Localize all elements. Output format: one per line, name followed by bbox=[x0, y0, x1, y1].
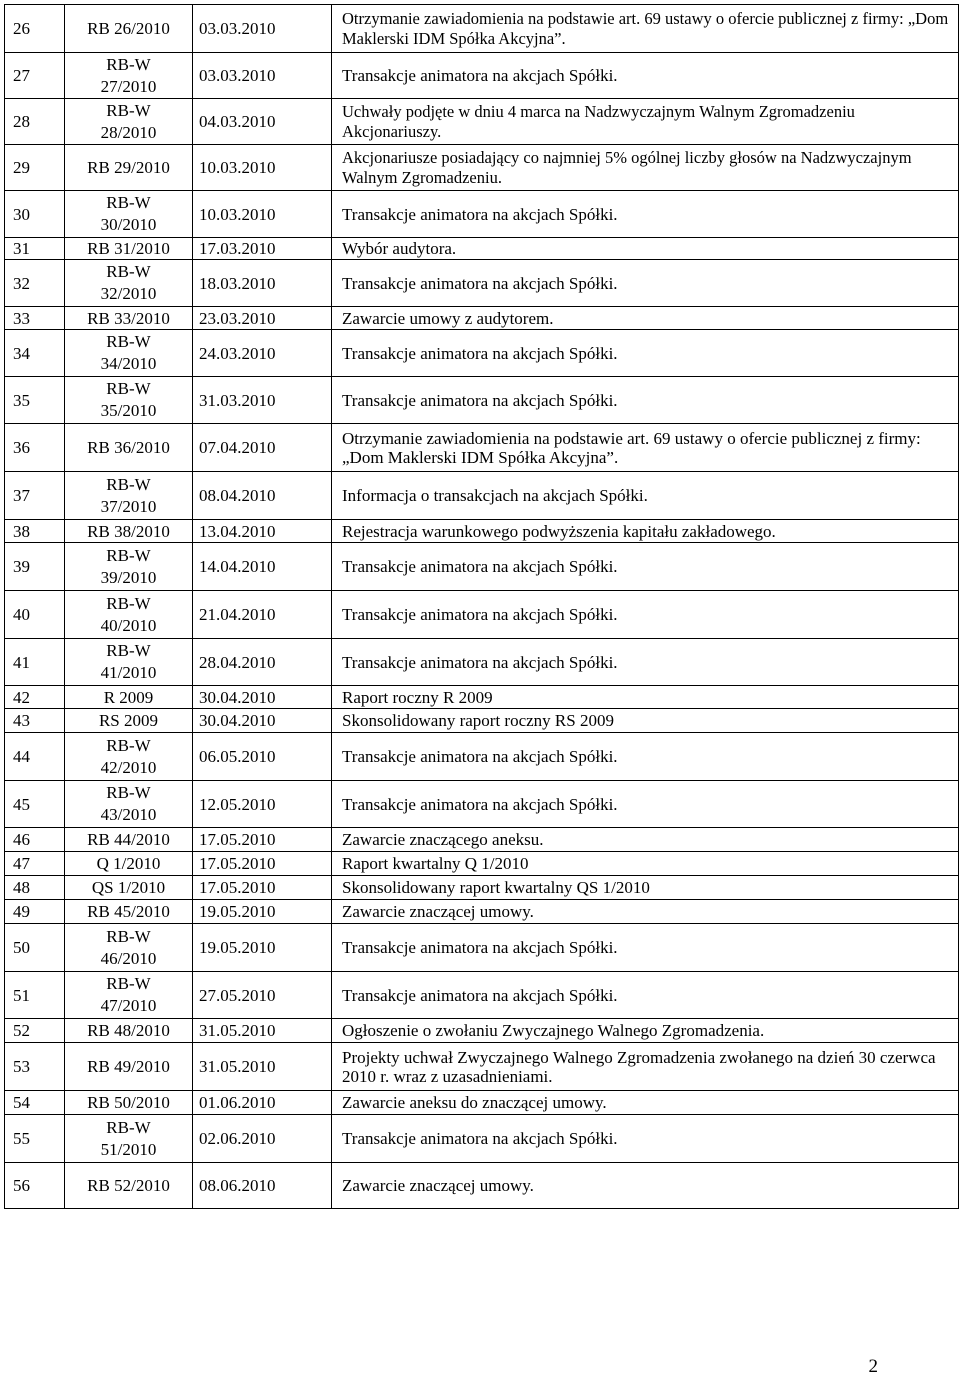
table-row bbox=[5, 472, 959, 520]
report-id: RS 2009 bbox=[65, 709, 193, 733]
report-description: Transakcje animatora na akcjach Spółki. bbox=[332, 330, 959, 377]
report-id: RB-W 28/2010 bbox=[65, 99, 193, 145]
report-id: RB-W 46/2010 bbox=[65, 924, 193, 972]
row-number: 49 bbox=[5, 900, 65, 924]
report-description: Transakcje animatora na akcjach Spółki. bbox=[332, 972, 959, 1019]
table-row bbox=[5, 900, 959, 924]
report-description: Zawarcie aneksu do znaczącej umowy. bbox=[332, 1091, 959, 1115]
report-description: Skonsolidowany raport kwartalny QS 1/2010 bbox=[332, 876, 959, 900]
table-row bbox=[5, 424, 959, 472]
report-id: Q 1/2010 bbox=[65, 852, 193, 876]
row-number: 53 bbox=[5, 1043, 65, 1091]
report-id: QS 1/2010 bbox=[65, 876, 193, 900]
report-date: 19.05.2010 bbox=[193, 924, 332, 972]
report-id: RB-W 27/2010 bbox=[65, 53, 193, 99]
report-id: RB-W 47/2010 bbox=[65, 972, 193, 1019]
table-row bbox=[5, 238, 959, 260]
table-row bbox=[5, 591, 959, 639]
report-id: RB 36/2010 bbox=[65, 424, 193, 472]
report-date: 30.04.2010 bbox=[193, 686, 332, 709]
row-number: 54 bbox=[5, 1091, 65, 1115]
report-date: 07.04.2010 bbox=[193, 424, 332, 472]
table-row bbox=[5, 828, 959, 852]
table-row bbox=[5, 686, 959, 709]
row-number: 50 bbox=[5, 924, 65, 972]
report-description: Transakcje animatora na akcjach Spółki. bbox=[332, 639, 959, 686]
table-row bbox=[5, 99, 959, 145]
report-id: RB-W 30/2010 bbox=[65, 191, 193, 238]
report-date: 12.05.2010 bbox=[193, 781, 332, 828]
row-number: 52 bbox=[5, 1019, 65, 1043]
report-description: Transakcje animatora na akcjach Spółki. bbox=[332, 53, 959, 99]
report-description: Transakcje animatora na akcjach Spółki. bbox=[332, 591, 959, 639]
table-row bbox=[5, 520, 959, 543]
report-description: Zawarcie znaczącej umowy. bbox=[332, 1163, 959, 1209]
report-id: RB 50/2010 bbox=[65, 1091, 193, 1115]
report-id: RB-W 51/2010 bbox=[65, 1115, 193, 1163]
row-number: 55 bbox=[5, 1115, 65, 1163]
table-row bbox=[5, 639, 959, 686]
report-id: RB 38/2010 bbox=[65, 520, 193, 543]
row-number: 31 bbox=[5, 238, 65, 260]
table-row bbox=[5, 145, 959, 191]
report-date: 06.05.2010 bbox=[193, 733, 332, 781]
row-number: 32 bbox=[5, 260, 65, 307]
table-row bbox=[5, 53, 959, 99]
report-description: Rejestracja warunkowego podwyższenia kapitału zakładowego. bbox=[332, 520, 959, 543]
report-date: 18.03.2010 bbox=[193, 260, 332, 307]
report-id: RB 45/2010 bbox=[65, 900, 193, 924]
report-date: 03.03.2010 bbox=[193, 53, 332, 99]
report-id: RB 49/2010 bbox=[65, 1043, 193, 1091]
row-number: 29 bbox=[5, 145, 65, 191]
report-date: 14.04.2010 bbox=[193, 543, 332, 591]
report-description: Transakcje animatora na akcjach Spółki. bbox=[332, 377, 959, 424]
row-number: 38 bbox=[5, 520, 65, 543]
report-date: 23.03.2010 bbox=[193, 307, 332, 330]
report-id: RB-W 32/2010 bbox=[65, 260, 193, 307]
row-number: 43 bbox=[5, 709, 65, 733]
report-date: 17.05.2010 bbox=[193, 852, 332, 876]
report-date: 10.03.2010 bbox=[193, 191, 332, 238]
row-number: 48 bbox=[5, 876, 65, 900]
report-date: 24.03.2010 bbox=[193, 330, 332, 377]
row-number: 42 bbox=[5, 686, 65, 709]
table-row bbox=[5, 924, 959, 972]
row-number: 44 bbox=[5, 733, 65, 781]
table-row bbox=[5, 1163, 959, 1209]
report-date: 19.05.2010 bbox=[193, 900, 332, 924]
report-description: Transakcje animatora na akcjach Spółki. bbox=[332, 733, 959, 781]
row-number: 30 bbox=[5, 191, 65, 238]
report-description: Akcjonariusze posiadający co najmniej 5% ogólnej liczby głosów na Nadzwyczajnym Walnym Zgromadzeniu. bbox=[332, 145, 959, 191]
report-date: 03.03.2010 bbox=[193, 5, 332, 53]
row-number: 35 bbox=[5, 377, 65, 424]
table-row bbox=[5, 543, 959, 591]
report-description: Transakcje animatora na akcjach Spółki. bbox=[332, 781, 959, 828]
row-number: 47 bbox=[5, 852, 65, 876]
report-id: RB-W 39/2010 bbox=[65, 543, 193, 591]
row-number: 37 bbox=[5, 472, 65, 520]
report-date: 04.03.2010 bbox=[193, 99, 332, 145]
table-row bbox=[5, 1019, 959, 1043]
report-id: RB 33/2010 bbox=[65, 307, 193, 330]
report-id: RB-W 34/2010 bbox=[65, 330, 193, 377]
row-number: 27 bbox=[5, 53, 65, 99]
row-number: 33 bbox=[5, 307, 65, 330]
report-id: RB 31/2010 bbox=[65, 238, 193, 260]
row-number: 40 bbox=[5, 591, 65, 639]
table-row bbox=[5, 1043, 959, 1091]
table-row bbox=[5, 377, 959, 424]
row-number: 28 bbox=[5, 99, 65, 145]
report-date: 13.04.2010 bbox=[193, 520, 332, 543]
table-row bbox=[5, 1115, 959, 1163]
report-id: RB-W 40/2010 bbox=[65, 591, 193, 639]
report-description: Informacja o transakcjach na akcjach Spółki. bbox=[332, 472, 959, 520]
report-description: Wybór audytora. bbox=[332, 238, 959, 260]
report-id: RB-W 35/2010 bbox=[65, 377, 193, 424]
table-row bbox=[5, 733, 959, 781]
report-description: Transakcje animatora na akcjach Spółki. bbox=[332, 1115, 959, 1163]
row-number: 39 bbox=[5, 543, 65, 591]
table-row bbox=[5, 330, 959, 377]
report-description: Zawarcie umowy z audytorem. bbox=[332, 307, 959, 330]
report-date: 31.05.2010 bbox=[193, 1019, 332, 1043]
report-id: RB-W 37/2010 bbox=[65, 472, 193, 520]
report-description: Otrzymanie zawiadomienia na podstawie art. 69 ustawy o ofercie publicznej z firmy: „Dom Maklerski IDM Spółka Akcyjna”. bbox=[332, 424, 959, 472]
report-description: Uchwały podjęte w dniu 4 marca na Nadzwyczajnym Walnym Zgromadzeniu Akcjonariuszy. bbox=[332, 99, 959, 145]
table-row bbox=[5, 709, 959, 733]
report-description: Transakcje animatora na akcjach Spółki. bbox=[332, 543, 959, 591]
report-description: Zawarcie znaczącej umowy. bbox=[332, 900, 959, 924]
report-description: Transakcje animatora na akcjach Spółki. bbox=[332, 191, 959, 238]
row-number: 41 bbox=[5, 639, 65, 686]
report-id: RB-W 43/2010 bbox=[65, 781, 193, 828]
table-row bbox=[5, 5, 959, 53]
table-row bbox=[5, 876, 959, 900]
table-row bbox=[5, 781, 959, 828]
report-date: 08.04.2010 bbox=[193, 472, 332, 520]
report-date: 02.06.2010 bbox=[193, 1115, 332, 1163]
report-description: Raport kwartalny Q 1/2010 bbox=[332, 852, 959, 876]
report-description: Projekty uchwał Zwyczajnego Walnego Zgromadzenia zwołanego na dzień 30 czerwca 2010 r. wraz z uzasadnieniami. bbox=[332, 1043, 959, 1091]
table-row bbox=[5, 191, 959, 238]
row-number: 45 bbox=[5, 781, 65, 828]
report-description: Transakcje animatora na akcjach Spółki. bbox=[332, 260, 959, 307]
table-row bbox=[5, 260, 959, 307]
table-row bbox=[5, 972, 959, 1019]
report-date: 31.03.2010 bbox=[193, 377, 332, 424]
report-id: R 2009 bbox=[65, 686, 193, 709]
report-date: 01.06.2010 bbox=[193, 1091, 332, 1115]
row-number: 56 bbox=[5, 1163, 65, 1209]
report-description: Ogłoszenie o zwołaniu Zwyczajnego Walnego Zgromadzenia. bbox=[332, 1019, 959, 1043]
report-description: Otrzymanie zawiadomienia na podstawie art. 69 ustawy o ofercie publicznej z firmy: „Dom Maklerski IDM Spółka Akcyjna”. bbox=[332, 5, 959, 53]
report-description: Raport roczny R 2009 bbox=[332, 686, 959, 709]
report-id: RB 26/2010 bbox=[65, 5, 193, 53]
table-row bbox=[5, 1091, 959, 1115]
report-date: 21.04.2010 bbox=[193, 591, 332, 639]
report-id: RB 29/2010 bbox=[65, 145, 193, 191]
row-number: 36 bbox=[5, 424, 65, 472]
report-id: RB 52/2010 bbox=[65, 1163, 193, 1209]
row-number: 46 bbox=[5, 828, 65, 852]
report-date: 17.03.2010 bbox=[193, 238, 332, 260]
reports-table bbox=[4, 4, 959, 1209]
report-date: 30.04.2010 bbox=[193, 709, 332, 733]
report-description: Skonsolidowany raport roczny RS 2009 bbox=[332, 709, 959, 733]
report-id: RB-W 41/2010 bbox=[65, 639, 193, 686]
row-number: 26 bbox=[5, 5, 65, 53]
report-date: 08.06.2010 bbox=[193, 1163, 332, 1209]
row-number: 51 bbox=[5, 972, 65, 1019]
report-date: 27.05.2010 bbox=[193, 972, 332, 1019]
reports-table-body bbox=[5, 5, 959, 1209]
table-row bbox=[5, 852, 959, 876]
table-row bbox=[5, 307, 959, 330]
report-id: RB 44/2010 bbox=[65, 828, 193, 852]
report-date: 31.05.2010 bbox=[193, 1043, 332, 1091]
report-description: Zawarcie znaczącego aneksu. bbox=[332, 828, 959, 852]
report-date: 17.05.2010 bbox=[193, 828, 332, 852]
page-number: 2 bbox=[868, 1356, 878, 1377]
report-id: RB-W 42/2010 bbox=[65, 733, 193, 781]
report-date: 10.03.2010 bbox=[193, 145, 332, 191]
report-date: 17.05.2010 bbox=[193, 876, 332, 900]
report-date: 28.04.2010 bbox=[193, 639, 332, 686]
report-id: RB 48/2010 bbox=[65, 1019, 193, 1043]
report-description: Transakcje animatora na akcjach Spółki. bbox=[332, 924, 959, 972]
row-number: 34 bbox=[5, 330, 65, 377]
